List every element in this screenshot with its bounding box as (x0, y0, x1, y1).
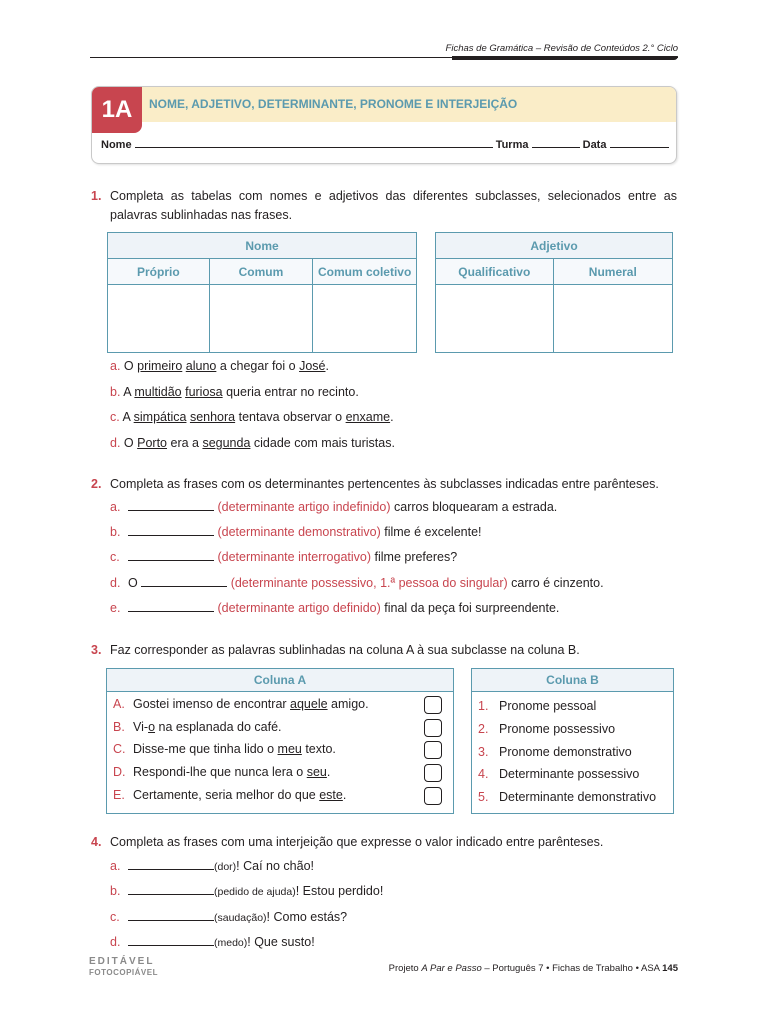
q2-item-rest: carros bloquearam a estrada. (390, 500, 558, 514)
q2-item (110, 500, 557, 514)
q4-item (110, 884, 383, 898)
column-a-item-text: Disse-me que tinha lido o (133, 742, 278, 756)
q2-item-label: d. (110, 576, 121, 590)
sentence-text: . (325, 359, 329, 373)
q4-item-hint: (pedido de ajuda) (214, 886, 296, 898)
sentence-text: A (123, 385, 135, 399)
column-b-item-label: 5. (478, 790, 489, 804)
column-b-item-label: 2. (478, 722, 489, 736)
column-a-item-text: Gostei imenso de encontrar (133, 697, 291, 711)
question-4 (91, 833, 691, 852)
sentence-text: . (390, 410, 394, 424)
column-b-item-text: Determinante demonstrativo (499, 790, 657, 804)
match-answer-box[interactable] (424, 787, 442, 805)
adjetivo-col-numeral: Numeral (553, 259, 672, 285)
underlined-word: aquele (290, 697, 328, 711)
question-2-number: 2. (91, 477, 102, 491)
q1-item-label: c. (110, 410, 120, 424)
column-a-item (113, 788, 346, 802)
adjetivo-cell-numeral[interactable] (553, 285, 672, 353)
underlined-word: José (299, 359, 326, 373)
column-b-item (478, 745, 632, 759)
nome-cell-comum-coletivo[interactable] (313, 285, 417, 353)
adjetivo-table-header: Adjetivo (436, 233, 673, 259)
q4-item-hint: (dor) (214, 861, 237, 873)
column-b-item (478, 699, 596, 713)
column-b-item (478, 790, 656, 804)
name-field[interactable] (135, 139, 493, 148)
underlined-word: aluno (185, 359, 217, 373)
stamp-line-1: EDITÁVEL (89, 956, 155, 967)
q2-item-rest: final da peça foi surpreendente. (380, 601, 560, 615)
nome-table (107, 232, 417, 353)
underlined-word: Porto (137, 436, 168, 450)
q4-item-hint: (saudação) (214, 912, 267, 924)
page-number: 145 (662, 963, 678, 974)
underlined-word: segunda (202, 436, 251, 450)
column-a-item (113, 742, 336, 756)
column-b-item-label: 1. (478, 699, 489, 713)
footer-project-rest: – Português 7 • Fichas de Trabalho • ASA (481, 963, 663, 974)
column-a-item-text: na esplanada do café. (155, 720, 282, 734)
underlined-word: enxame (345, 410, 391, 424)
q4-item (110, 910, 347, 924)
column-b-item-label: 4. (478, 767, 489, 781)
q1-item-label: b. (110, 385, 121, 399)
date-field[interactable] (610, 139, 669, 148)
column-a-item-label: D. (113, 765, 126, 779)
underlined-word: primeiro (137, 359, 183, 373)
worksheet-title-card (91, 86, 677, 164)
q1-item (110, 436, 395, 450)
q2-item-label: b. (110, 525, 121, 539)
match-answer-box[interactable] (424, 696, 442, 714)
q1-item (110, 385, 359, 399)
question-1-number: 1. (91, 189, 102, 203)
sentence-text: era a (167, 436, 203, 450)
q4-item-label: c. (110, 910, 120, 924)
nome-col-comum-coletivo: Comum coletivo (313, 259, 417, 285)
q2-item-rest: filme é excelente! (380, 525, 482, 539)
column-a-item-label: B. (113, 720, 125, 734)
q2-item-rest: carro é cinzento. (507, 576, 604, 590)
q2-item-label: a. (110, 500, 121, 514)
q2-item (110, 576, 604, 590)
class-field[interactable] (532, 139, 580, 148)
page-footer (389, 963, 678, 974)
q2-item-hint: (determinante artigo indefinido) (217, 500, 391, 514)
footer-project-name: A Par e Passo (421, 963, 482, 974)
sentence-text: O (123, 436, 138, 450)
question-2 (91, 475, 691, 494)
question-2-text: Completa as frases com os determinantes pertencentes às subclasses indicadas entre parênteses. (110, 477, 659, 491)
sentence-text: tentava observar o (235, 410, 346, 424)
answer-blank[interactable] (128, 860, 214, 870)
q4-item-rest: ! Caí no chão! (236, 859, 314, 873)
footer-project-prefix: Projeto (388, 963, 422, 974)
stamp-line-2: FOTOCOPIÁVEL (89, 968, 158, 977)
q2-item-label: e. (110, 601, 121, 615)
column-b-item-text: Pronome pessoal (499, 699, 597, 713)
q2-item (110, 550, 457, 564)
date-label: Data (582, 139, 607, 151)
running-header: Fichas de Gramática – Revisão de Conteúdos 2.° Ciclo (445, 43, 678, 54)
adjetivo-table (435, 232, 673, 353)
column-a-item-text: . (326, 765, 331, 779)
column-a-item-text: . (342, 788, 347, 802)
nome-col-proprio: Próprio (108, 259, 210, 285)
column-a-item-text: amigo. (327, 697, 369, 711)
underlined-word: o (148, 720, 156, 734)
underlined-word: meu (277, 742, 302, 756)
q4-item (110, 935, 315, 949)
underlined-word: simpática (133, 410, 187, 424)
question-1-text: Completa as tabelas com nomes e adjetivos das diferentes subclasses, selecionados entre as palavras sublinhadas nas frases. (110, 189, 677, 222)
answer-blank[interactable] (128, 936, 214, 946)
underlined-word: furiosa (185, 385, 223, 399)
underlined-word: senhora (189, 410, 236, 424)
column-b-item (478, 767, 639, 781)
nome-cell-comum[interactable] (209, 285, 313, 353)
nome-col-comum: Comum (209, 259, 313, 285)
editable-stamp (89, 956, 158, 978)
question-3 (91, 641, 691, 660)
underlined-word: este (319, 788, 343, 802)
q4-item-rest: ! Estou perdido! (295, 884, 384, 898)
column-a-item-text: texto. (301, 742, 336, 756)
answer-blank[interactable] (128, 911, 214, 921)
question-1 (91, 187, 677, 225)
class-label: Turma (495, 139, 529, 151)
q1-item (110, 359, 329, 373)
answer-blank[interactable] (128, 602, 214, 612)
answer-blank[interactable] (128, 526, 214, 536)
sentence-text: A (122, 410, 134, 424)
question-4-number: 4. (91, 835, 102, 849)
q1-item (110, 410, 394, 424)
q4-item-label: a. (110, 859, 121, 873)
underlined-word: seu (306, 765, 327, 779)
column-a-item-label: A. (113, 697, 125, 711)
answer-blank[interactable] (128, 551, 214, 561)
q4-item-label: b. (110, 884, 121, 898)
column-b-item-text: Pronome demonstrativo (499, 745, 632, 759)
column-b-item-label: 3. (478, 745, 489, 759)
column-a-item-label: E. (113, 788, 125, 802)
q2-item-hint: (determinante artigo definido) (217, 601, 381, 615)
q1-item-label: d. (110, 436, 121, 450)
header-accent-bar (452, 56, 678, 60)
adjetivo-col-qualificativo: Qualificativo (436, 259, 554, 285)
column-b-item-text: Pronome possessivo (499, 722, 616, 736)
underlined-word: multidão (134, 385, 182, 399)
q4-item-rest: ! Que susto! (247, 935, 315, 949)
question-3-text: Faz corresponder as palavras sublinhadas na coluna A à sua subclasse na coluna B. (110, 643, 580, 657)
worksheet-title: NOME, ADJETIVO, DETERMINANTE, PRONOME E INTERJEIÇÃO (149, 97, 518, 111)
column-a-item-text: Vi- (133, 720, 149, 734)
match-answer-box[interactable] (424, 719, 442, 737)
column-b-item-text: Determinante possessivo (499, 767, 640, 781)
answer-blank[interactable] (141, 577, 227, 587)
sentence-text: O (123, 359, 138, 373)
nome-table-header: Nome (108, 233, 417, 259)
column-b-item (478, 722, 615, 736)
q2-item-label: c. (110, 550, 120, 564)
q2-item-prefix: O (128, 576, 142, 590)
q2-item-hint: (determinante interrogativo) (217, 550, 372, 564)
column-a-item (113, 697, 369, 711)
match-answer-box[interactable] (424, 741, 442, 759)
nome-cell-proprio[interactable] (108, 285, 210, 353)
q4-item-hint: (medo) (214, 937, 248, 949)
q2-item-hint: (determinante possessivo, 1.ª pessoa do singular) (230, 576, 508, 590)
q2-item-rest: filme preferes? (371, 550, 458, 564)
student-fields (101, 139, 669, 151)
match-answer-box[interactable] (424, 764, 442, 782)
column-a-item-text: Respondi-lhe que nunca lera o (133, 765, 307, 779)
column-a-header: Coluna A (107, 669, 453, 692)
column-a-item-label: C. (113, 742, 126, 756)
column-b-header: Coluna B (472, 669, 673, 692)
q2-item (110, 601, 559, 615)
column-a-item-text: Certamente, seria melhor do que (133, 788, 320, 802)
answer-blank[interactable] (128, 885, 214, 895)
adjetivo-cell-qualificativo[interactable] (436, 285, 554, 353)
worksheet-badge: 1A (92, 87, 142, 133)
q1-item-label: a. (110, 359, 121, 373)
sentence-text: queria entrar no recinto. (222, 385, 359, 399)
q4-item-rest: ! Como estás? (266, 910, 348, 924)
column-a-item (113, 765, 330, 779)
q4-item-label: d. (110, 935, 121, 949)
q4-item (110, 859, 314, 873)
column-a-item (113, 720, 282, 734)
q2-item-hint: (determinante demonstrativo) (217, 525, 381, 539)
question-4-text: Completa as frases com uma interjeição que expresse o valor indicado entre parênteses. (110, 835, 604, 849)
sentence-text: a chegar foi o (216, 359, 300, 373)
name-label: Nome (101, 139, 132, 151)
q2-item (110, 525, 482, 539)
question-3-number: 3. (91, 643, 102, 657)
sentence-text: cidade com mais turistas. (250, 436, 395, 450)
answer-blank[interactable] (128, 501, 214, 511)
